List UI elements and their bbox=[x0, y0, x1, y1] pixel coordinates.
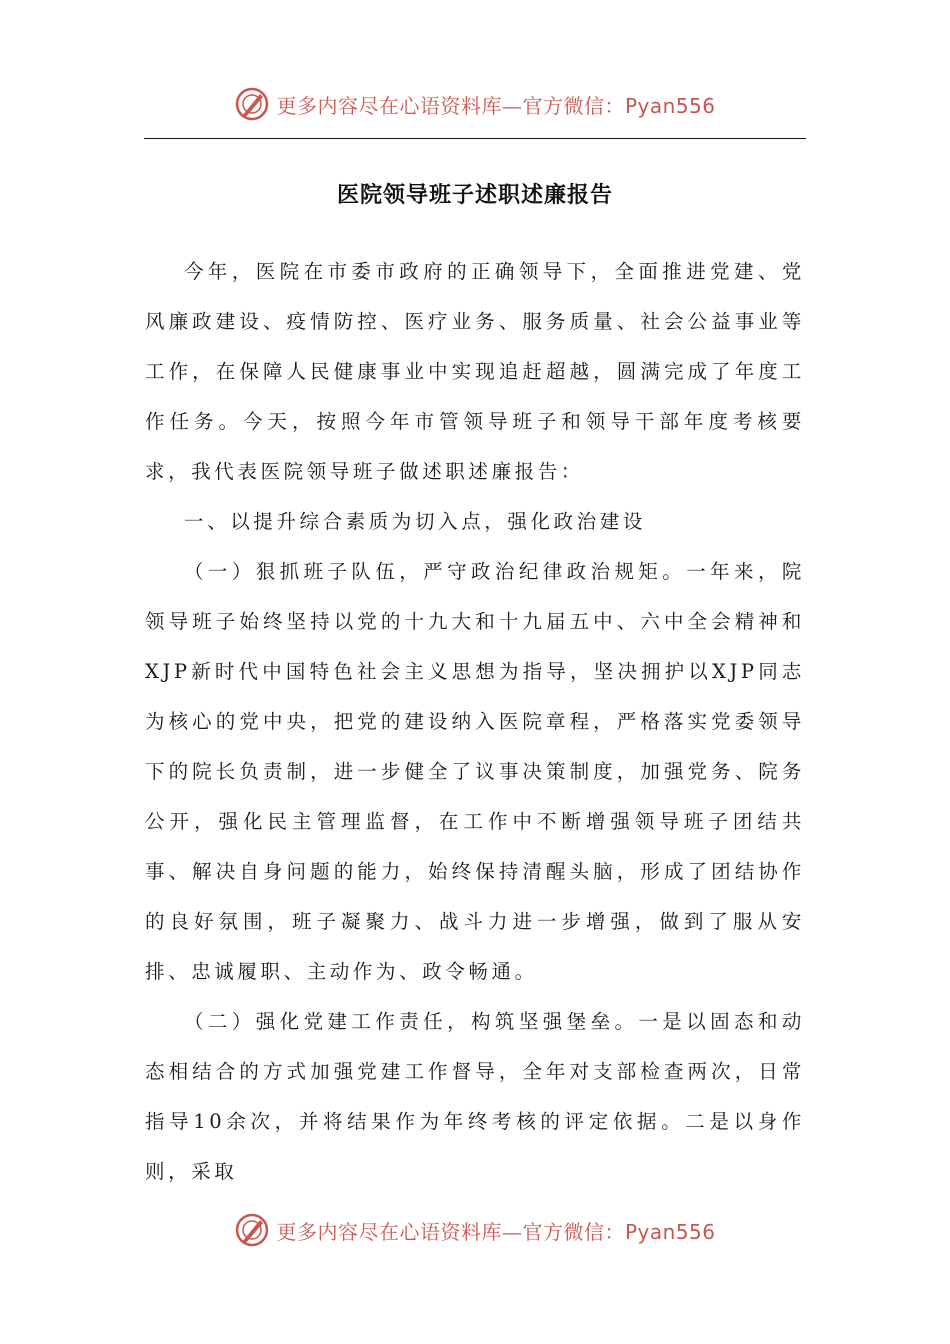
header-watermark bbox=[0, 82, 950, 126]
document-title: 医院领导班子述职述廉报告 bbox=[336, 183, 613, 208]
section-heading: 一、以提升综合素质为切入点，强化政治建设 bbox=[184, 510, 647, 533]
intro-paragraph: 今年，医院在市委市政府的正确领导下，全面推进党建、党风廉政建设、疫情防控、医疗业务、服务质量、社会公益事业等工作，在保障人民健康事业中实现追赶超越，圆满完成了年度工作任务。今天，按照今年市管领导班子和领导干部年度考核要求，我代表医院领导班子做述职述廉报告： bbox=[145, 260, 805, 483]
document-body bbox=[145, 247, 805, 1197]
pen-circle-logo-icon bbox=[234, 1212, 270, 1248]
pen-circle-logo-icon bbox=[234, 86, 270, 122]
body-paragraph: （二）强化党建工作责任，构筑坚强堡垒。一是以固态和动态相结合的方式加强党建工作督导，全年对支部检查两次，日常指导10余次，并将结果作为年终考核的评定依据。二是以身作则，采取 bbox=[145, 1010, 805, 1183]
footer-watermark bbox=[0, 1208, 950, 1252]
watermark-text: 更多内容尽在心语资料库—官方微信：Pyan556 bbox=[276, 93, 716, 118]
watermark-text: 更多内容尽在心语资料库—官方微信：Pyan556 bbox=[276, 1219, 716, 1244]
header-divider bbox=[144, 138, 806, 139]
body-paragraph: （一）狠抓班子队伍，严守政治纪律政治规矩。一年来，院领导班子始终坚持以党的十九大和十九届五中、六中全会精神和XJP新时代中国特色社会主义思想为指导，坚决拥护以XJP同志为核心的党中央，把党的建设纳入医院章程，严格落实党委领导下的院长负责制，进一步健全了议事决策制度，加强党务、院务公开，强化民主管理监督，在工作中不断增强领导班子团结共事、解决自身问题的能力，始终保持清醒头脑，形成了团结协作的良好氛围，班子凝聚力、战斗力进一步增强，做到了服从安排、忠诚履职、主动作为、政令畅通。 bbox=[145, 560, 805, 983]
